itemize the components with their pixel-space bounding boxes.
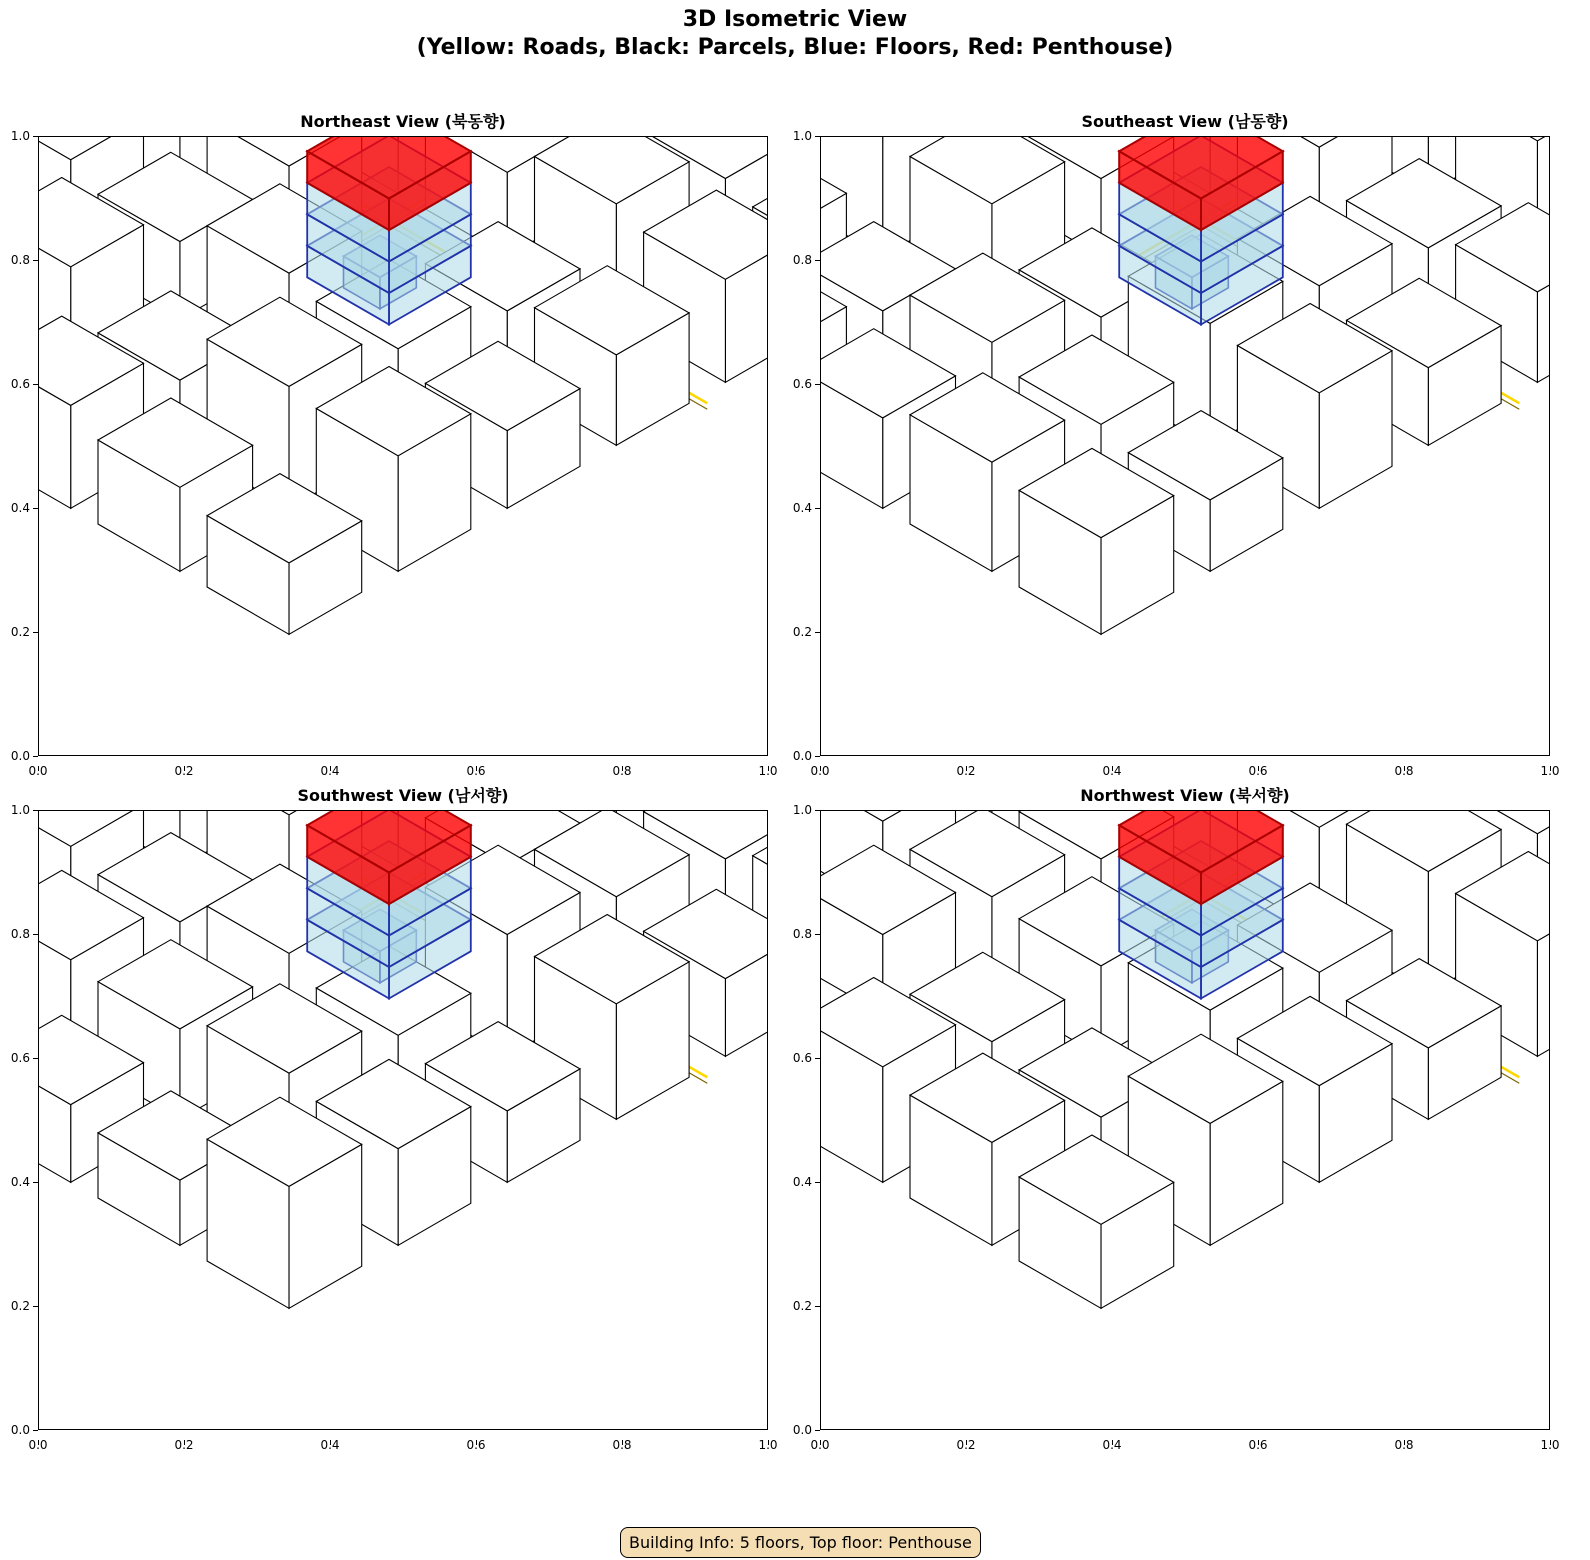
y-tick-label: 0.6 [10,377,30,391]
figure-title-line1: 3D Isometric View [682,7,908,32]
x-tick-label: 0.2 [174,764,194,778]
figure-title-line2: (Yellow: Roads, Black: Parcels, Blue: Floors, Red: Penthouse) [416,35,1174,60]
x-tick-label: 0.2 [956,764,976,778]
y-tick-label: 1.0 [792,129,812,143]
panel-title-southwest: Southwest View (남서향) [297,786,509,805]
y-tick-label: 0.4 [792,1175,812,1189]
scene-northeast [39,137,768,756]
x-tick-label: 1.0 [1540,764,1560,778]
panel-northwest [792,786,1560,1452]
x-tick-label: 0.0 [810,1438,830,1452]
y-tick-mark [815,136,820,137]
plot-area-southeast [820,136,1550,756]
x-tick-label: 0.4 [320,1438,340,1452]
y-tick-mark [33,632,38,633]
y-tick-mark [33,384,38,385]
y-tick-label: 0.2 [792,1299,812,1313]
y-tick-label: 1.0 [10,129,30,143]
x-tick-label: 0.0 [810,764,830,778]
y-tick-mark [33,260,38,261]
y-tick-label: 0.2 [10,625,30,639]
y-tick-label: 1.0 [10,803,30,817]
panel-title-northeast: Northeast View (북동향) [300,112,506,131]
x-tick-label: 1.0 [758,1438,778,1452]
y-tick-label: 0.6 [792,1051,812,1065]
y-tick-label: 0.0 [10,1423,30,1437]
x-tick-label: 0.8 [1394,1438,1414,1452]
x-tick-label: 0.2 [174,1438,194,1452]
y-tick-mark [33,1182,38,1183]
panel-northeast [10,112,778,778]
y-tick-mark [33,136,38,137]
scene-southeast [821,137,1550,756]
x-tick-label: 0.4 [1102,1438,1122,1452]
y-tick-mark [33,508,38,509]
plot-area-northeast [38,136,768,756]
y-tick-mark [815,384,820,385]
panel-title-northwest: Northwest View (북서향) [1080,786,1290,805]
y-tick-label: 0.2 [10,1299,30,1313]
x-tick-label: 0.4 [320,764,340,778]
y-tick-label: 0.0 [10,749,30,763]
y-tick-mark [33,1430,38,1431]
x-tick-label: 1.0 [1540,1438,1560,1452]
y-tick-mark [815,1306,820,1307]
y-tick-mark [33,934,38,935]
x-tick-label: 0.6 [466,1438,486,1452]
x-tick-label: 1.0 [758,764,778,778]
building-info-box: Building Info: 5 floors, Top floor: Penthouse [620,1527,981,1558]
x-tick-label: 0.8 [612,1438,632,1452]
y-tick-mark [815,1430,820,1431]
x-tick-label: 0.6 [1248,764,1268,778]
panel-southwest [10,786,778,1452]
y-tick-label: 0.0 [792,1423,812,1437]
plot-area-southwest [38,810,768,1430]
y-tick-label: 0.4 [10,501,30,515]
x-tick-label: 0.6 [466,764,486,778]
y-tick-label: 0.4 [10,1175,30,1189]
plot-area-northwest [820,810,1550,1430]
panel-southeast [792,112,1560,778]
y-tick-mark [33,1058,38,1059]
x-tick-label: 0.0 [28,1438,48,1452]
x-tick-label: 0.4 [1102,764,1122,778]
x-tick-label: 0.8 [1394,764,1414,778]
x-tick-label: 0.0 [28,764,48,778]
figure-title [0,6,1590,62]
y-tick-mark [815,508,820,509]
y-tick-mark [815,632,820,633]
y-tick-label: 0.8 [792,927,812,941]
y-tick-mark [33,1306,38,1307]
y-tick-label: 0.2 [792,625,812,639]
y-tick-mark [33,810,38,811]
y-tick-label: 1.0 [792,803,812,817]
x-tick-label: 0.2 [956,1438,976,1452]
x-tick-label: 0.8 [612,764,632,778]
y-tick-label: 0.6 [792,377,812,391]
panel-title-southeast: Southeast View (남동향) [1081,112,1289,131]
y-tick-label: 0.8 [792,253,812,267]
y-tick-label: 0.8 [10,253,30,267]
x-tick-label: 0.6 [1248,1438,1268,1452]
scene-southwest [39,811,768,1430]
y-tick-label: 0.4 [792,501,812,515]
y-tick-mark [815,1058,820,1059]
y-tick-mark [815,810,820,811]
y-tick-mark [815,934,820,935]
y-tick-mark [815,1182,820,1183]
y-tick-label: 0.0 [792,749,812,763]
y-tick-mark [33,756,38,757]
scene-northwest [821,811,1550,1430]
y-tick-label: 0.8 [10,927,30,941]
y-tick-label: 0.6 [10,1051,30,1065]
y-tick-mark [815,756,820,757]
y-tick-mark [815,260,820,261]
